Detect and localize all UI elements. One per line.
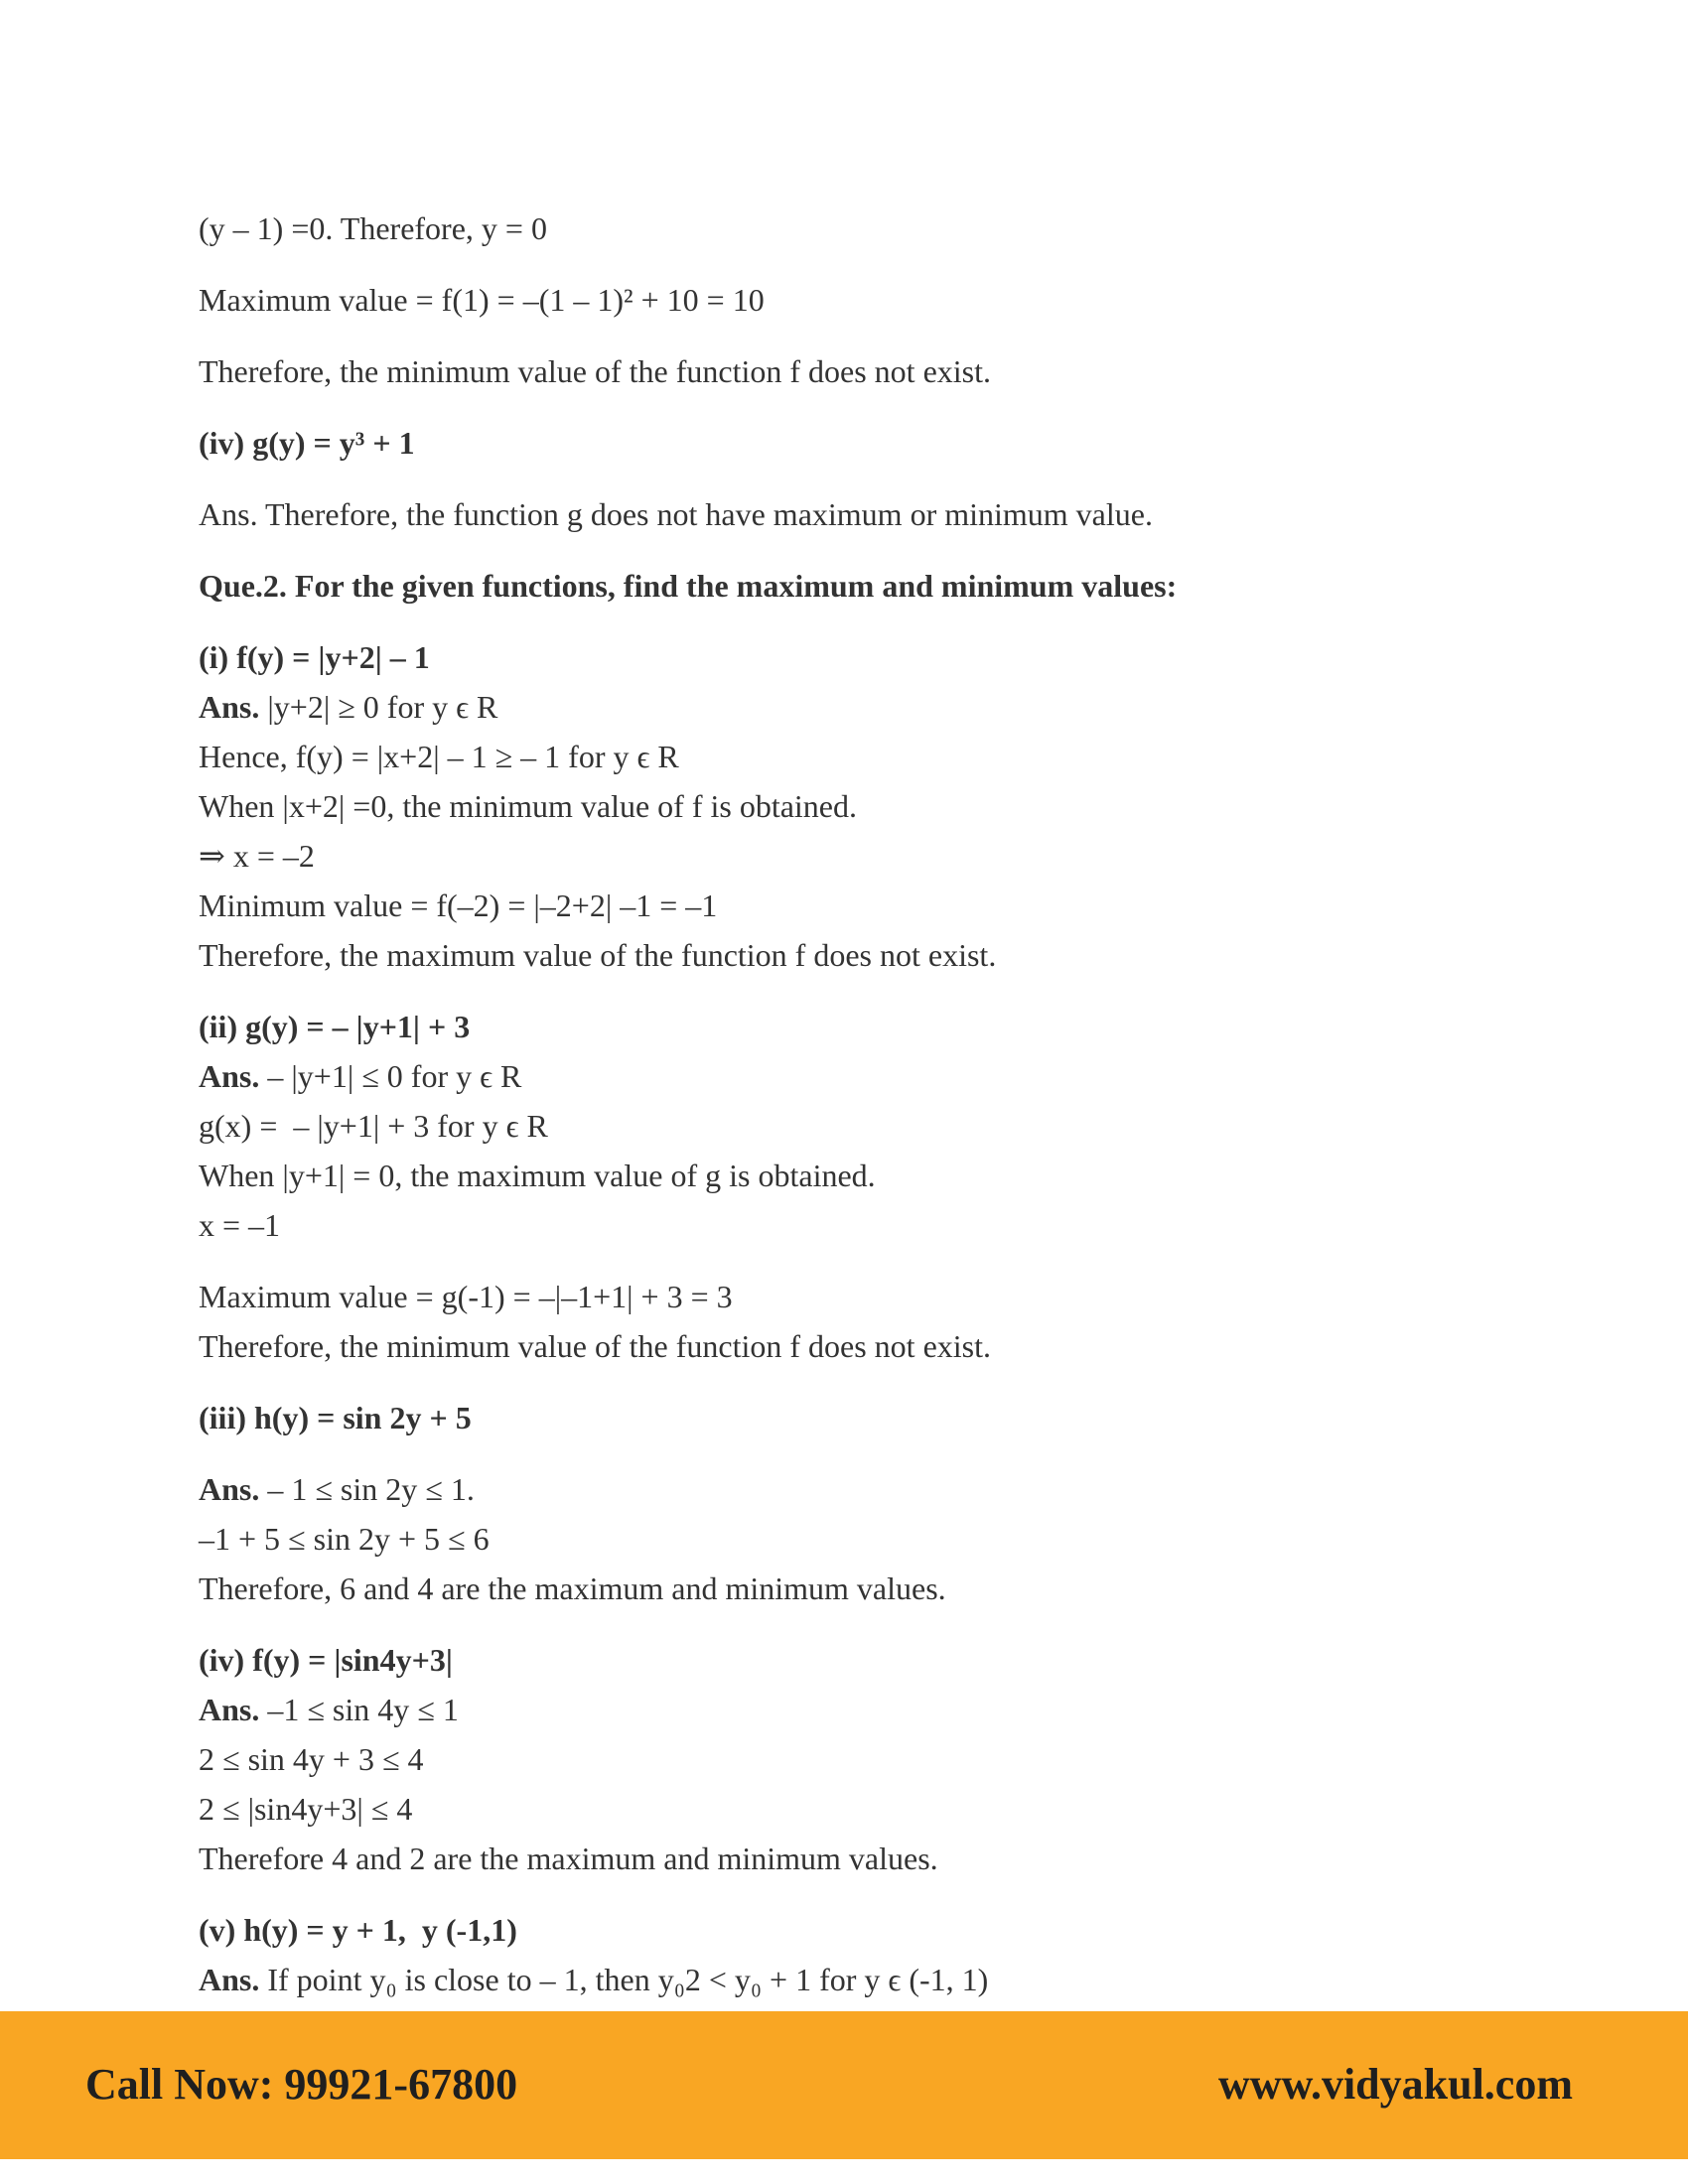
answer-label: Ans. xyxy=(199,1058,260,1094)
text-line: Hence, f(y) = |x+2| – 1 ≥ – 1 for y ϵ R xyxy=(199,739,679,774)
answer-text: – 1 ≤ sin 2y ≤ 1. xyxy=(259,1471,475,1507)
text-line: Therefore 4 and 2 are the maximum and minimum values. xyxy=(199,1841,938,1876)
answer-line xyxy=(199,1955,1549,2004)
text-line: Minimum value = f(–2) = |–2+2| –1 = –1 xyxy=(199,887,718,923)
answer-label: Ans. xyxy=(199,1471,260,1507)
text-line: Therefore, the minimum value of the function f does not exist. xyxy=(199,353,991,389)
footer-banner xyxy=(0,2011,1688,2159)
sub-question-heading: (iv) f(y) = |sin4y+3| xyxy=(199,1642,453,1678)
text-line: When |x+2| =0, the minimum value of f is obtained. xyxy=(199,788,857,824)
text-line: 2 ≤ |sin4y+3| ≤ 4 xyxy=(199,1791,413,1827)
answer-text: If point y₀ is close to – 1, then y₀2 < y₀ + 1 for y ϵ (-1, 1) xyxy=(259,1962,989,1997)
answer-line xyxy=(199,682,1549,732)
answer-label: Ans. xyxy=(199,689,260,725)
answer-text: – |y+1| ≤ 0 for y ϵ R xyxy=(259,1058,522,1094)
answer-text: –1 ≤ sin 4y ≤ 1 xyxy=(259,1692,459,1727)
sub-question-heading: (iv) g(y) = y³ + 1 xyxy=(199,425,415,461)
website-link[interactable]: www.vidyakul.com xyxy=(1218,2060,1573,2109)
sub-question-heading: (i) f(y) = |y+2| – 1 xyxy=(199,639,430,675)
text-line: –1 + 5 ≤ sin 2y + 5 ≤ 6 xyxy=(199,1521,490,1557)
answer-label: Ans. xyxy=(199,1692,260,1727)
text-line: Maximum value = g(-1) = –|–1+1| + 3 = 3 xyxy=(199,1279,733,1314)
text-line: Therefore, the minimum value of the function f does not exist. xyxy=(199,1328,991,1364)
answer-line xyxy=(199,1685,1549,1734)
sub-question-heading: (v) h(y) = y + 1, y (-1,1) xyxy=(199,1912,517,1948)
question-heading: Que.2. For the given functions, find the maximum and minimum values: xyxy=(199,568,1178,604)
answer-text: |y+2| ≥ 0 for y ϵ R xyxy=(259,689,498,725)
text-line: When |y+1| = 0, the maximum value of g is obtained. xyxy=(199,1158,876,1193)
text-line: ⇒ x = –2 xyxy=(199,838,315,874)
sub-question-heading: (ii) g(y) = – |y+1| + 3 xyxy=(199,1009,471,1044)
answer-line xyxy=(199,1051,1549,1101)
text-line: 2 ≤ sin 4y + 3 ≤ 4 xyxy=(199,1741,424,1777)
text-line: g(x) = – |y+1| + 3 for y ϵ R xyxy=(199,1108,548,1144)
text-line: Therefore, 6 and 4 are the maximum and minimum values. xyxy=(199,1570,946,1606)
sub-question-heading: (iii) h(y) = sin 2y + 5 xyxy=(199,1400,472,1435)
text-line: (y – 1) =0. Therefore, y = 0 xyxy=(199,210,547,246)
text-line: Therefore, the maximum value of the function f does not exist. xyxy=(199,937,997,973)
answer-line xyxy=(199,1464,1549,1514)
answer-line: Ans. Therefore, the function g does not have maximum or minimum value. xyxy=(199,496,1153,532)
text-line: Maximum value = f(1) = –(1 – 1)² + 10 = 10 xyxy=(199,282,765,318)
answer-label: Ans. xyxy=(199,1962,260,1997)
text-line: x = –1 xyxy=(199,1207,281,1243)
document-body xyxy=(199,204,1549,2004)
call-now-phone[interactable]: Call Now: 99921-67800 xyxy=(85,2060,518,2109)
